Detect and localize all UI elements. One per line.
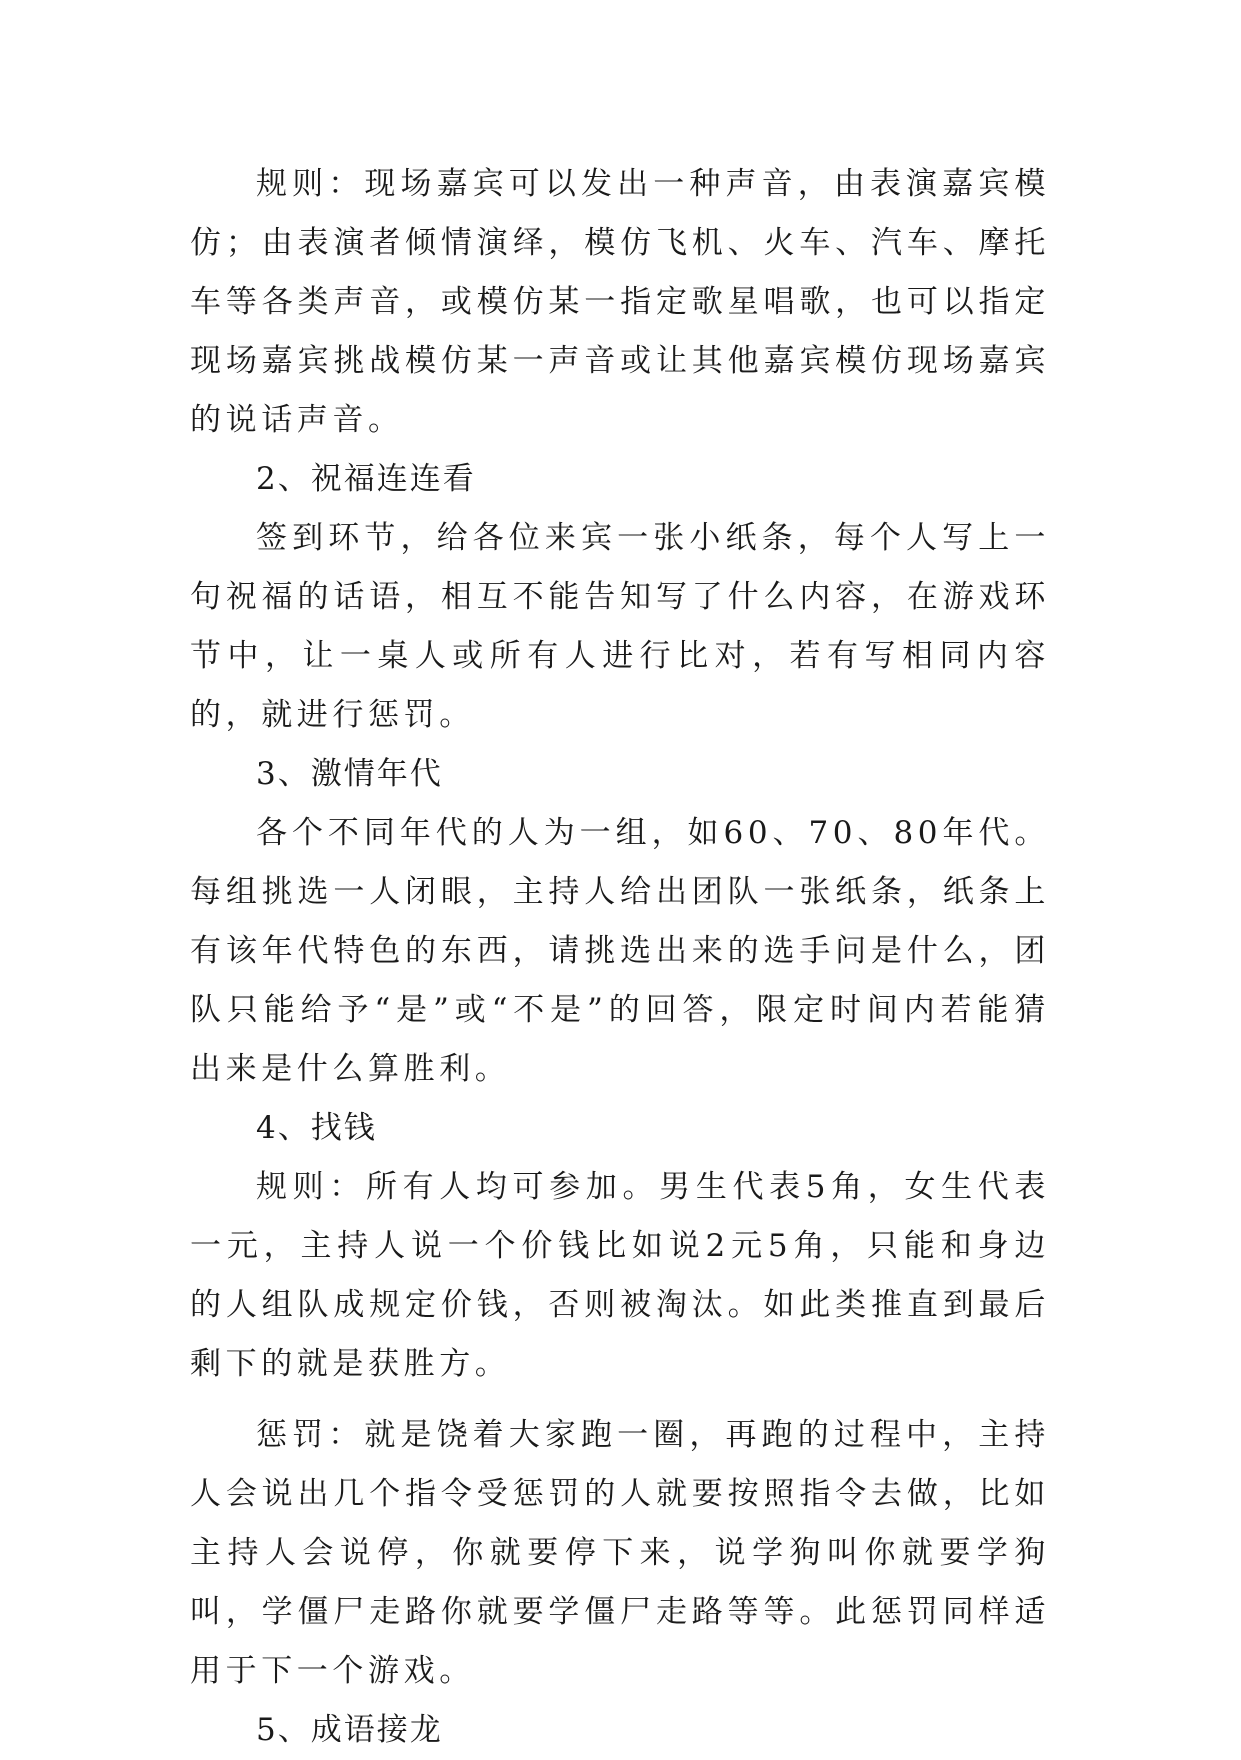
heading-idiom-chain: 5、成语接龙 xyxy=(256,1712,443,1748)
paragraph-blessing-match: 签到环节，给各位来宾一张小纸条，每个人写上一句祝福的话语，相互不能告知写了什么内容，在游戏环节中，让一桌人或所有人进行比对，若有写相同内容的，就进行惩罚。 xyxy=(190,520,1050,733)
document-page xyxy=(190,155,1050,1760)
heading-find-money: 4、找钱 xyxy=(256,1110,377,1146)
heading-passion-era: 3、激情年代 xyxy=(256,756,443,792)
heading-blessing-match: 2、祝福连连看 xyxy=(256,461,476,497)
paragraph-passion-era: 各个不同年代的人为一组，如60、70、80年代。每组挑选一人闭眼，主持人给出团队一张纸条，纸条上有该年代特色的东西，请挑选出来的选手问是什么，团队只能给予“是”或“不是”的回答，限定时间内若能猜出来是什么算胜利。 xyxy=(190,815,1050,1087)
paragraph-sound-imitation-rules: 规则：现场嘉宾可以发出一种声音，由表演嘉宾模仿；由表演者倾情演绎，模仿飞机、火车、汽车、摩托车等各类声音，或模仿某一指定歌星唱歌，也可以指定现场嘉宾挑战模仿某一声音或让其他嘉宾模仿现场嘉宾的说话声音。 xyxy=(190,166,1050,438)
paragraph-find-money-rules: 规则：所有人均可参加。男生代表5角，女生代表一元，主持人说一个价钱比如说2元5角，只能和身边的人组队成规定价钱，否则被淘汰。如此类推直到最后剩下的就是获胜方。 xyxy=(190,1169,1050,1382)
paragraph-punishment: 惩罚：就是饶着大家跑一圈，再跑的过程中，主持人会说出几个指令受惩罚的人就要按照指令去做，比如主持人会说停，你就要停下来，说学狗叫你就要学狗叫，学僵尸走路你就要学僵尸走路等等。此惩罚同样适用于下一个游戏。 xyxy=(190,1417,1050,1689)
